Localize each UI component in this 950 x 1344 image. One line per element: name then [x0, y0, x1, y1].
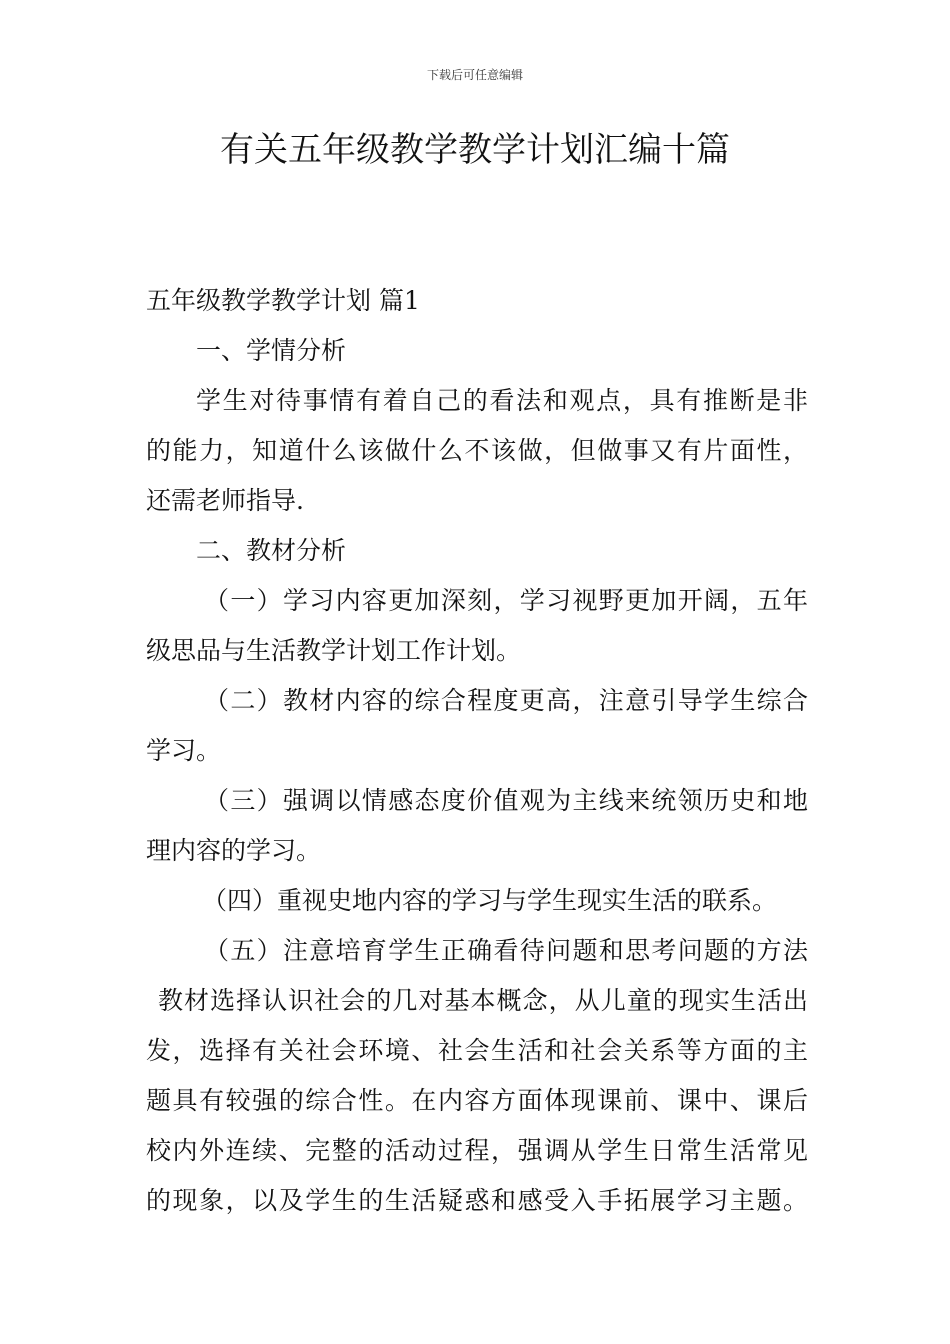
paragraph-line: （五）注意培育学生正确看待问题和思考问题的方法: [204, 936, 808, 965]
section-heading: 五年级教学教学计划 篇1: [146, 286, 420, 315]
paragraph-line: 发，选择有关社会环境、社会生活和社会关系等方面的主: [146, 1036, 808, 1065]
paragraph-line: 学习。: [146, 736, 222, 765]
paragraph-line: 还需老师指导.: [146, 486, 304, 515]
paragraph-line: （二）教材内容的综合程度更高，注意引导学生综合: [204, 686, 808, 715]
subheading: 一、学情分析: [196, 336, 347, 365]
paragraph-line: 理内容的学习。: [146, 836, 322, 865]
paragraph-line: （四）重视史地内容的学习与学生现实生活的联系。: [202, 886, 778, 915]
paragraph-line: 题具有较强的综合性。在内容方面体现课前、课中、课后: [146, 1086, 808, 1115]
subheading: 二、教材分析: [196, 536, 347, 565]
header-note: 下载后可任意编辑: [426, 68, 523, 82]
paragraph-line: 的能力，知道什么该做什么不该做，但做事又有片面性，: [146, 436, 808, 465]
paragraph-line: 校内外连续、完整的活动过程，强调从学生日常生活常见: [146, 1136, 808, 1165]
paragraph-line: 的现象，以及学生的生活疑惑和感受入手拓展学习主题。: [146, 1186, 808, 1215]
document-body: [146, 276, 808, 1226]
paragraph-line: （三）强调以情感态度价值观为主线来统领历史和地: [204, 786, 808, 815]
paragraph-line: 教材选择认识社会的几对基本概念，从儿童的现实生活出: [158, 986, 808, 1015]
document-title: 有关五年级教学教学计划汇编十篇: [220, 130, 730, 170]
paragraph-line: （一）学习内容更加深刻，学习视野更加开阔，五年: [204, 586, 808, 615]
paragraph-line: 级思品与生活教学计划工作计划。: [146, 636, 522, 665]
paragraph-line: 学生对待事情有着自己的看法和观点，具有推断是非: [196, 386, 808, 415]
